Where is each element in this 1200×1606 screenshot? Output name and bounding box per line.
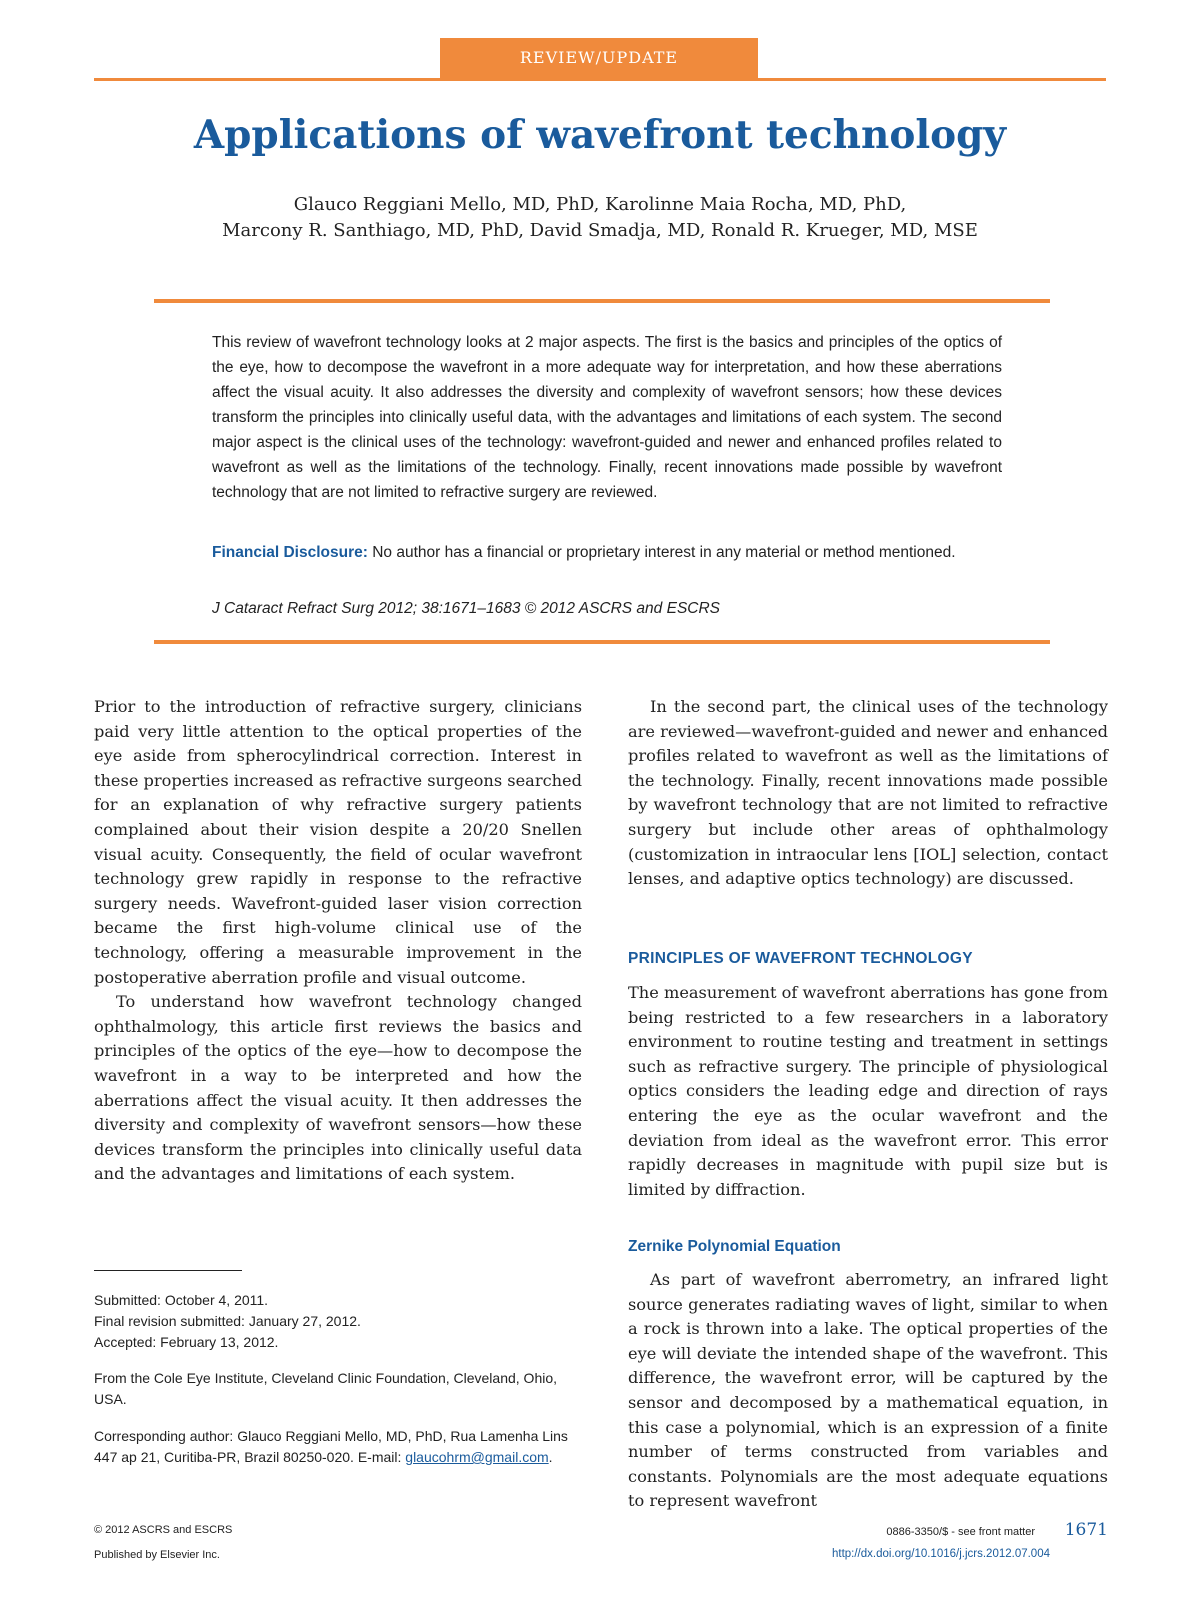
citation: J Cataract Refract Surg 2012; 38:1671–1683 © 2012 ASCRS and ESCRS xyxy=(212,600,721,617)
article-title: Applications of wavefront technology xyxy=(193,112,1007,158)
abstract-bottom-rule xyxy=(154,640,1050,644)
copyright: © 2012 ASCRS and ESCRS xyxy=(94,1524,233,1536)
left-column xyxy=(94,695,582,1187)
issn-line: 0886-3350/$ - see front matter xyxy=(886,1526,1035,1538)
authors-line-1: Glauco Reggiani Mello, MD, PhD, Karolinne Maia Rocha, MD, PhD, xyxy=(293,194,907,215)
paragraph: Prior to the introduction of refractive surgery, clinicians paid very little attention to the optical properties of the eye aside from spherocylindrical correction. Interest in these properties increased as refractive surgeons searched for an explanation of why refractive surgery patients complained about their vision despite a 20/20 Snellen visual acuity. Consequently, the field of ocular wavefront technology grew rapidly in response to the refractive surgery needs. Wavefront-guided laser vision correction became the first high-volume clinical use of the technology, offering a measurable improvement in the postoperative aberration profile and visual outcome. xyxy=(94,697,582,987)
accepted-date: Accepted: February 13, 2012. xyxy=(94,1334,279,1350)
paragraph: To understand how wavefront technology changed ophthalmology, this article first reviews the basics and principles of the optics of the eye—how to decompose the wavefront in a way to be interpreted and how the aberrations affect the visual acuity. It then addresses the diversity and complexity of wavefront sensors—how these devices transform the principles into clinically useful data and the advantages and limitations of each system. xyxy=(94,992,582,1184)
abstract-top-rule xyxy=(154,299,1050,303)
paragraph: As part of wavefront aberrometry, an infrared light source generates radiating waves of light, similar to when a rock is thrown into a lake. The optical properties of the eye will deviate the intended shape of the wavefront. This difference, the wavefront error, will be captured by the sensor and decomposed by a mathematical equation, in this case a polynomial, which is an expression of a finite number of terms constructed from variables and constants. Polynomials are the most adequate equations to represent wavefront xyxy=(628,1270,1108,1511)
corresponding-text: Corresponding author: Glauco Reggiani Mello, MD, PhD, Rua Lamenha Lins 447 ap 21, Curitiba-PR, Brazil 80250-020. E-mail: xyxy=(94,1428,568,1465)
email-link[interactable]: glaucohrm@gmail.com xyxy=(405,1449,549,1465)
disclosure-text: No author has a financial or proprietary interest in any material or method mentioned. xyxy=(372,544,956,561)
subsection-heading-zernike: Zernike Polynomial Equation xyxy=(628,1238,841,1255)
disclosure-label: Financial Disclosure: xyxy=(212,544,368,561)
right-column-intro xyxy=(628,695,1108,892)
zernike-section xyxy=(628,1268,1108,1514)
publisher: Published by Elsevier Inc. xyxy=(94,1549,220,1561)
corresponding-author xyxy=(94,1426,582,1468)
section-label: REVIEW/UPDATE xyxy=(440,38,758,78)
paragraph: The measurement of wavefront aberrations has gone from being restricted to a few researchers in a laboratory environment to routine testing and treatment in settings such as refractive surgery. The principle of physiological optics considers the leading edge and direction of rays entering the eye as the ocular wavefront and the deviation from ideal as the wavefront error. This error rapidly decreases in magnitude with pupil size but is limited by diffraction. xyxy=(628,983,1108,1199)
footnote-rule xyxy=(94,1270,242,1271)
principles-section xyxy=(628,981,1108,1202)
submitted-date: Submitted: October 4, 2011. xyxy=(94,1292,269,1308)
page-number: 1671 xyxy=(1064,1520,1108,1540)
financial-disclosure xyxy=(212,540,1002,565)
header-rule xyxy=(94,78,1106,81)
paragraph: In the second part, the clinical uses of the technology are reviewed—wavefront-guided and newer and enhanced profiles related to wavefront as well as the limitations of the technology. Finally, recent innovations made possible by wavefront technology that are not limited to refractive surgery but include other areas of ophthalmology (customization in intraocular lens [IOL] selection, contact lenses, and adaptive optics technology) are discussed. xyxy=(628,697,1108,889)
revision-date: Final revision submitted: January 27, 2012. xyxy=(94,1313,361,1329)
doi-link[interactable]: http://dx.doi.org/10.1016/j.jcrs.2012.07.004 xyxy=(831,1548,1050,1560)
affiliation: From the Cole Eye Institute, Cleveland Clinic Foundation, Cleveland, Ohio, USA. xyxy=(94,1370,558,1407)
abstract-text: This review of wavefront technology looks at 2 major aspects. The first is the basics and principles of the optics of the eye, how to decompose the wavefront in a more adequate way for interpretation, and how these aberrations affect the visual acuity. It also addresses the diversity and complexity of wavefront sensors; how these devices transform the principles into clinically useful data, with the advantages and limitations of each system. The second major aspect is the clinical uses of the technology: wavefront-guided and newer and enhanced profiles related to wavefront as well as the limitations of the technology. Finally, recent innovations made possible by wavefront technology that are not limited to refractive surgery are reviewed. xyxy=(212,334,1002,501)
email-end: . xyxy=(548,1449,553,1465)
authors-line-2: Marcony R. Santhiago, MD, PhD, David Smadja, MD, Ronald R. Krueger, MD, MSE xyxy=(222,220,978,241)
section-heading-principles: PRINCIPLES OF WAVEFRONT TECHNOLOGY xyxy=(628,950,973,967)
